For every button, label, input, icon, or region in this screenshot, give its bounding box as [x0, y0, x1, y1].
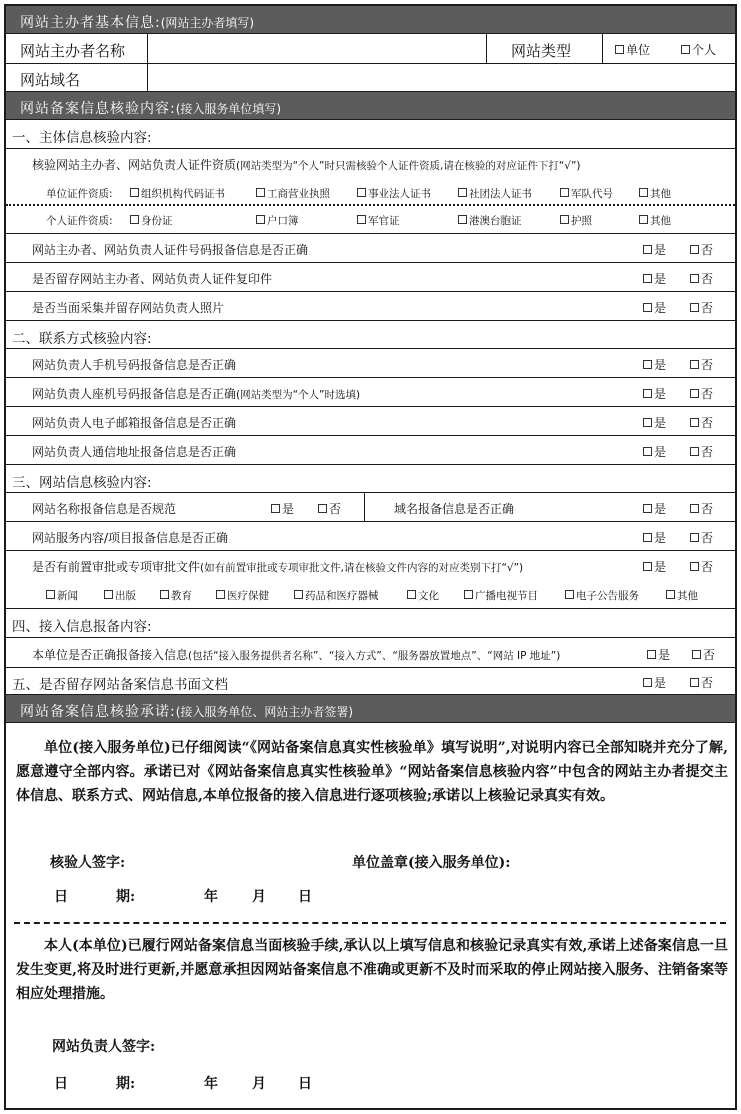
checkbox-icon [690, 447, 699, 456]
date-label-ri: 日 [54, 1076, 68, 1092]
unit-cert-option[interactable]: 工商营业执照 [256, 186, 330, 201]
yes-option[interactable]: 是 [647, 646, 670, 663]
checkbox-icon [560, 215, 569, 224]
checkbox-icon [357, 188, 366, 197]
section3-header [6, 695, 735, 723]
approval-option[interactable]: 广播电视节目 [464, 588, 538, 603]
section3-subtitle: (接入服务单位、网站主办者签署) [175, 705, 354, 719]
host-name-label: 网站主办者名称 [20, 42, 126, 60]
checkbox-icon [130, 188, 139, 197]
site-type-personal-option[interactable] [681, 41, 716, 58]
question-text: 网站服务内容/项目报备信息是否正确 [32, 531, 229, 545]
checkbox-icon [681, 45, 690, 54]
approval-option[interactable]: 新闻 [46, 588, 78, 603]
question-row [6, 263, 735, 292]
no-option[interactable]: 否 [690, 414, 713, 431]
heading-3: 三、网站信息核验内容: [12, 475, 152, 491]
checkbox-icon [690, 418, 699, 427]
question-row [6, 292, 735, 321]
personal-cert-row [6, 206, 735, 234]
domain-row [6, 64, 735, 92]
date-label-ri: 日 [54, 889, 68, 905]
yes-option[interactable]: 是 [643, 529, 666, 546]
question-text: 网站负责人座机号码报备信息是否正确 [32, 387, 237, 401]
question-row [6, 349, 735, 378]
site-type-label: 网站类型 [511, 42, 572, 60]
question-row [6, 638, 735, 668]
checkbox-icon [643, 245, 652, 254]
approval-option[interactable]: 教育 [160, 588, 192, 603]
unit-cert-option[interactable]: 社团法人证书 [458, 186, 532, 201]
no-option[interactable]: 否 [692, 646, 715, 663]
principal-signature-label: 网站负责人签字: [52, 1039, 156, 1055]
section2-title: 网站备案信息核验内容: [20, 101, 176, 117]
yes-option[interactable]: 是 [643, 241, 666, 258]
checkbox-icon [357, 215, 366, 224]
checkbox-icon [643, 274, 652, 283]
section3-title: 网站备案信息核验承诺: [20, 704, 176, 720]
cert-note: (网站类型为“个人”时只需核验个人证件资质,请在核验的对应证件下打“√”) [236, 160, 581, 172]
question-text: 是否当面采集并留存网站负责人照片 [32, 301, 225, 315]
date-day: 日 [298, 889, 312, 905]
question-row [6, 378, 735, 407]
site-type-unit-label: 单位 [626, 43, 651, 57]
heading-2: 二、联系方式核验内容: [12, 331, 152, 347]
checkbox-icon [643, 504, 652, 513]
yes-option[interactable]: 是 [643, 414, 666, 431]
approval-option[interactable]: 医疗保健 [216, 588, 269, 603]
checkbox-icon [216, 590, 225, 599]
section2-header [6, 92, 735, 120]
question-row [6, 234, 735, 263]
date-year: 年 [204, 889, 218, 905]
no-option[interactable]: 否 [690, 241, 713, 258]
checkbox-icon [130, 215, 139, 224]
no-option[interactable]: 否 [690, 674, 713, 691]
checkbox-icon [318, 504, 327, 513]
access-info-heading [6, 609, 735, 638]
heading-1: 一、主体信息核验内容: [12, 130, 152, 146]
unit-cert-label: 单位证件资质: [46, 188, 113, 200]
checkbox-icon [615, 45, 624, 54]
yes-option[interactable]: 是 [643, 270, 666, 287]
checkbox-icon [407, 590, 416, 599]
unit-cert-option[interactable]: 事业法人证书 [357, 186, 431, 201]
heading-5: 五、是否留存网站备案信息书面文档 [12, 677, 228, 693]
checkbox-icon [643, 303, 652, 312]
domain-field[interactable] [149, 66, 729, 89]
yes-option[interactable]: 是 [643, 299, 666, 316]
yes-option[interactable]: 是 [643, 674, 666, 691]
approval-option[interactable]: 其他 [666, 588, 698, 603]
question-note: (如有前置审批或专项审批文件,请在核验文件内容的对应类别下打“√”) [200, 562, 524, 574]
unit-cert-option[interactable]: 军队代号 [560, 186, 613, 201]
question-row [6, 493, 735, 522]
section1-header [6, 6, 735, 34]
site-type-unit-option[interactable] [615, 41, 650, 58]
no-option[interactable]: 否 [690, 558, 713, 575]
no-option[interactable]: 否 [690, 443, 713, 460]
checkbox-icon [690, 360, 699, 369]
checkbox-icon [666, 590, 675, 599]
cut-line-divider [14, 922, 726, 924]
question-note: (包括“接入服务提供者名称”、“接入方式”、“服务器放置地点”、“网站 IP 地址”) [188, 650, 561, 662]
checkbox-icon [639, 188, 648, 197]
question-text: 是否留存网站主办者、网站负责人证件复印件 [32, 272, 273, 286]
approval-option[interactable]: 药品和医疗器械 [294, 588, 379, 603]
checkbox-icon [690, 504, 699, 513]
no-option[interactable]: 否 [690, 529, 713, 546]
checkbox-icon [690, 303, 699, 312]
personal-cert-option[interactable]: 护照 [560, 213, 592, 228]
approval-option[interactable]: 文化 [407, 588, 439, 603]
checkbox-icon [639, 215, 648, 224]
checkbox-icon [46, 590, 55, 599]
checkbox-icon [643, 562, 652, 571]
cert-intro-row [6, 149, 735, 178]
date-month: 月 [252, 1076, 266, 1092]
question-row [6, 407, 735, 436]
personal-cert-option[interactable]: 其他 [639, 213, 671, 228]
host-name-row [6, 34, 735, 64]
verifier-signature-label: 核验人签字: [50, 855, 126, 871]
commitment-paragraph-host: 本人(本单位)已履行网站备案信息当面核验手续,承认以上填写信息和核验记录真实有效,承诺上述备案信息一旦发生变更,将及时进行更新,并愿意承担因网站备案信息不准确或更新不及时而采取的停止网站接入服务、注销备案等相应处理措施。 [16, 938, 728, 1002]
personal-cert-option[interactable]: 户口簿 [256, 213, 299, 228]
approval-category-row [6, 580, 735, 609]
checkbox-icon [690, 562, 699, 571]
yes-option[interactable]: 是 [643, 558, 666, 575]
question-row [6, 551, 735, 580]
no-option[interactable]: 否 [690, 270, 713, 287]
personal-cert-option[interactable]: 军官证 [357, 213, 400, 228]
checkbox-icon [256, 188, 265, 197]
no-option[interactable]: 否 [690, 356, 713, 373]
checkbox-icon [458, 215, 467, 224]
checkbox-icon [294, 590, 303, 599]
yes-option[interactable]: 是 [643, 443, 666, 460]
date-day: 日 [298, 1076, 312, 1092]
personal-cert-option[interactable]: 港澳台胞证 [458, 213, 522, 228]
host-name-field[interactable] [149, 36, 484, 61]
unit-cert-option[interactable]: 其他 [639, 186, 671, 201]
section1-subtitle: (网站主办者填写) [160, 16, 255, 30]
unit-cert-row [6, 178, 735, 206]
section1-title: 网站主办者基本信息: [20, 15, 161, 31]
checkbox-icon [643, 360, 652, 369]
checkbox-icon [690, 245, 699, 254]
yes-option[interactable]: 是 [643, 500, 666, 517]
question-text: 是否有前置审批或专项审批文件 [32, 560, 201, 574]
question-text: 网站名称报备信息是否规范 [32, 502, 177, 516]
question-text: 本单位是否正确报备接入信息 [32, 648, 189, 662]
question-text: 网站主办者、网站负责人证件号码报备信息是否正确 [32, 243, 309, 257]
checkbox-icon [104, 590, 113, 599]
website-verify-heading [6, 465, 735, 493]
commitment-paragraph-unit: 单位(接入服务单位)已仔细阅读“《网站备案信息真实性核验单》填写说明”,对说明内容已全部知晓并充分了解,愿意遵守全部内容。承诺已对《网站备案信息真实性核验单》“网站备案信息核验内容”中包含的网站主办者提交主体信息、联系方式、网站信息,本单位报备的接入信息进行逐项核验;承诺以上核验记录真实有效。 [16, 740, 728, 804]
question-text: 网站负责人通信地址报备信息是否正确 [32, 445, 237, 459]
checkbox-icon [643, 533, 652, 542]
cert-intro: 核验网站主办者、网站负责人证件资质 [32, 158, 237, 172]
no-option[interactable]: 否 [690, 385, 713, 402]
checkbox-icon [643, 678, 652, 687]
checkbox-icon [690, 533, 699, 542]
checkbox-icon [647, 650, 656, 659]
no-option[interactable]: 否 [690, 299, 713, 316]
question-row [6, 436, 735, 465]
checkbox-icon [458, 188, 467, 197]
domain-label: 网站域名 [20, 71, 81, 89]
checkbox-icon [643, 418, 652, 427]
date-year: 年 [204, 1076, 218, 1092]
yes-option[interactable]: 是 [271, 500, 294, 517]
subject-verify-heading [6, 120, 735, 149]
unit-seal-label: 单位盖章(接入服务单位): [352, 855, 511, 871]
unit-cert-option[interactable]: 组织机构代码证书 [130, 186, 225, 201]
personal-cert-label: 个人证件资质: [46, 215, 113, 227]
checkbox-icon [692, 650, 701, 659]
approval-option[interactable]: 电子公告服务 [565, 588, 639, 603]
checkbox-icon [160, 590, 169, 599]
question-text: 网站负责人手机号码报备信息是否正确 [32, 358, 237, 372]
question-note: (网站类型为“个人”时选填) [236, 389, 361, 401]
date-label-qi: 期: [116, 889, 136, 905]
checkbox-icon [643, 389, 652, 398]
checkbox-icon [271, 504, 280, 513]
checkbox-icon [690, 274, 699, 283]
date-label-qi: 期: [116, 1076, 136, 1092]
yes-option[interactable]: 是 [643, 385, 666, 402]
checkbox-icon [565, 590, 574, 599]
question-row [6, 522, 735, 551]
checkbox-icon [690, 389, 699, 398]
approval-option[interactable]: 出版 [104, 588, 136, 603]
question-text: 域名报备信息是否正确 [394, 502, 515, 516]
no-option[interactable]: 否 [318, 500, 341, 517]
question-text: 网站负责人电子邮箱报备信息是否正确 [32, 416, 237, 430]
document-retention-row [6, 668, 735, 695]
checkbox-icon [256, 215, 265, 224]
yes-option[interactable]: 是 [643, 356, 666, 373]
checkbox-icon [643, 447, 652, 456]
checkbox-icon [690, 678, 699, 687]
section2-subtitle: (接入服务单位填写) [175, 102, 282, 116]
personal-cert-option[interactable]: 身份证 [130, 213, 173, 228]
contact-verify-heading [6, 321, 735, 349]
site-type-personal-label: 个人 [692, 43, 717, 57]
heading-4: 四、接入信息报备内容: [12, 619, 152, 635]
checkbox-icon [560, 188, 569, 197]
verification-form [4, 4, 737, 1110]
no-option[interactable]: 否 [690, 500, 713, 517]
date-month: 月 [252, 889, 266, 905]
checkbox-icon [464, 590, 473, 599]
